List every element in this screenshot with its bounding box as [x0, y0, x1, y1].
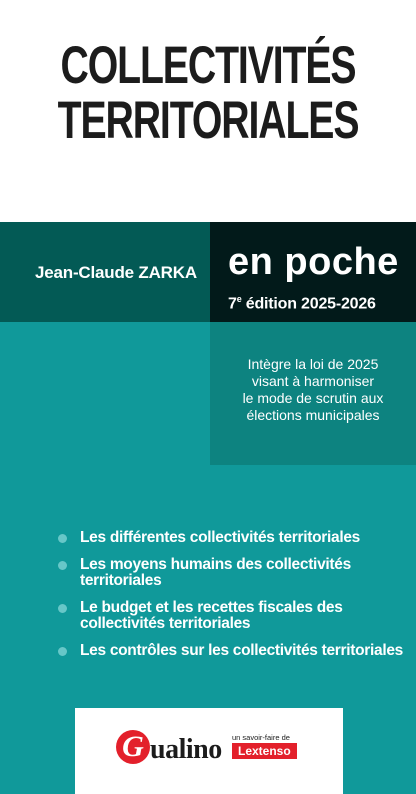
edition-superscript: e: [236, 294, 242, 304]
book-title: [54, 38, 362, 148]
edition-number: 7: [228, 295, 237, 313]
title-line-1: COLLECTIVITÉS: [60, 36, 356, 95]
publisher-logo-icon: G: [116, 730, 150, 764]
publisher-tagline: un savoir-faire de: [232, 733, 290, 742]
bullet-dot-icon: [58, 647, 67, 656]
topic-item: [58, 557, 408, 589]
topic-text: Le budget et les recettes fiscales des collectivités territoriales: [80, 599, 343, 632]
title-line-2: TERRITORIALES: [57, 91, 359, 150]
topic-item: [58, 530, 408, 546]
note-line: élections municipales: [246, 407, 380, 423]
bullet-dot-icon: [58, 534, 67, 543]
note-line: visant à harmoniser: [251, 373, 375, 389]
topic-text: Les différentes collectivités territoriales: [80, 529, 360, 546]
parent-company-badge: Lextenso: [232, 743, 297, 759]
author-name: Jean-Claude ZARKA: [35, 263, 197, 282]
bullet-dot-icon: [58, 604, 67, 613]
note-text: [214, 356, 412, 424]
topics-list: [58, 530, 408, 670]
topic-text: Les moyens humains des collectivités territoriales: [80, 556, 351, 589]
note-line: Intègre la loi de 2025: [247, 356, 379, 372]
topic-item: [58, 643, 408, 659]
series-name: en poche: [228, 241, 399, 283]
topic-item: [58, 600, 408, 632]
edition-text: édition 2025-2026: [241, 295, 376, 313]
topic-text: Les contrôles sur les collectivités territoriales: [80, 642, 404, 659]
note-line: le mode de scrutin aux: [242, 390, 384, 406]
bullet-dot-icon: [58, 561, 67, 570]
publisher-logo-word: ualino: [150, 734, 222, 765]
edition-label: [228, 294, 376, 313]
